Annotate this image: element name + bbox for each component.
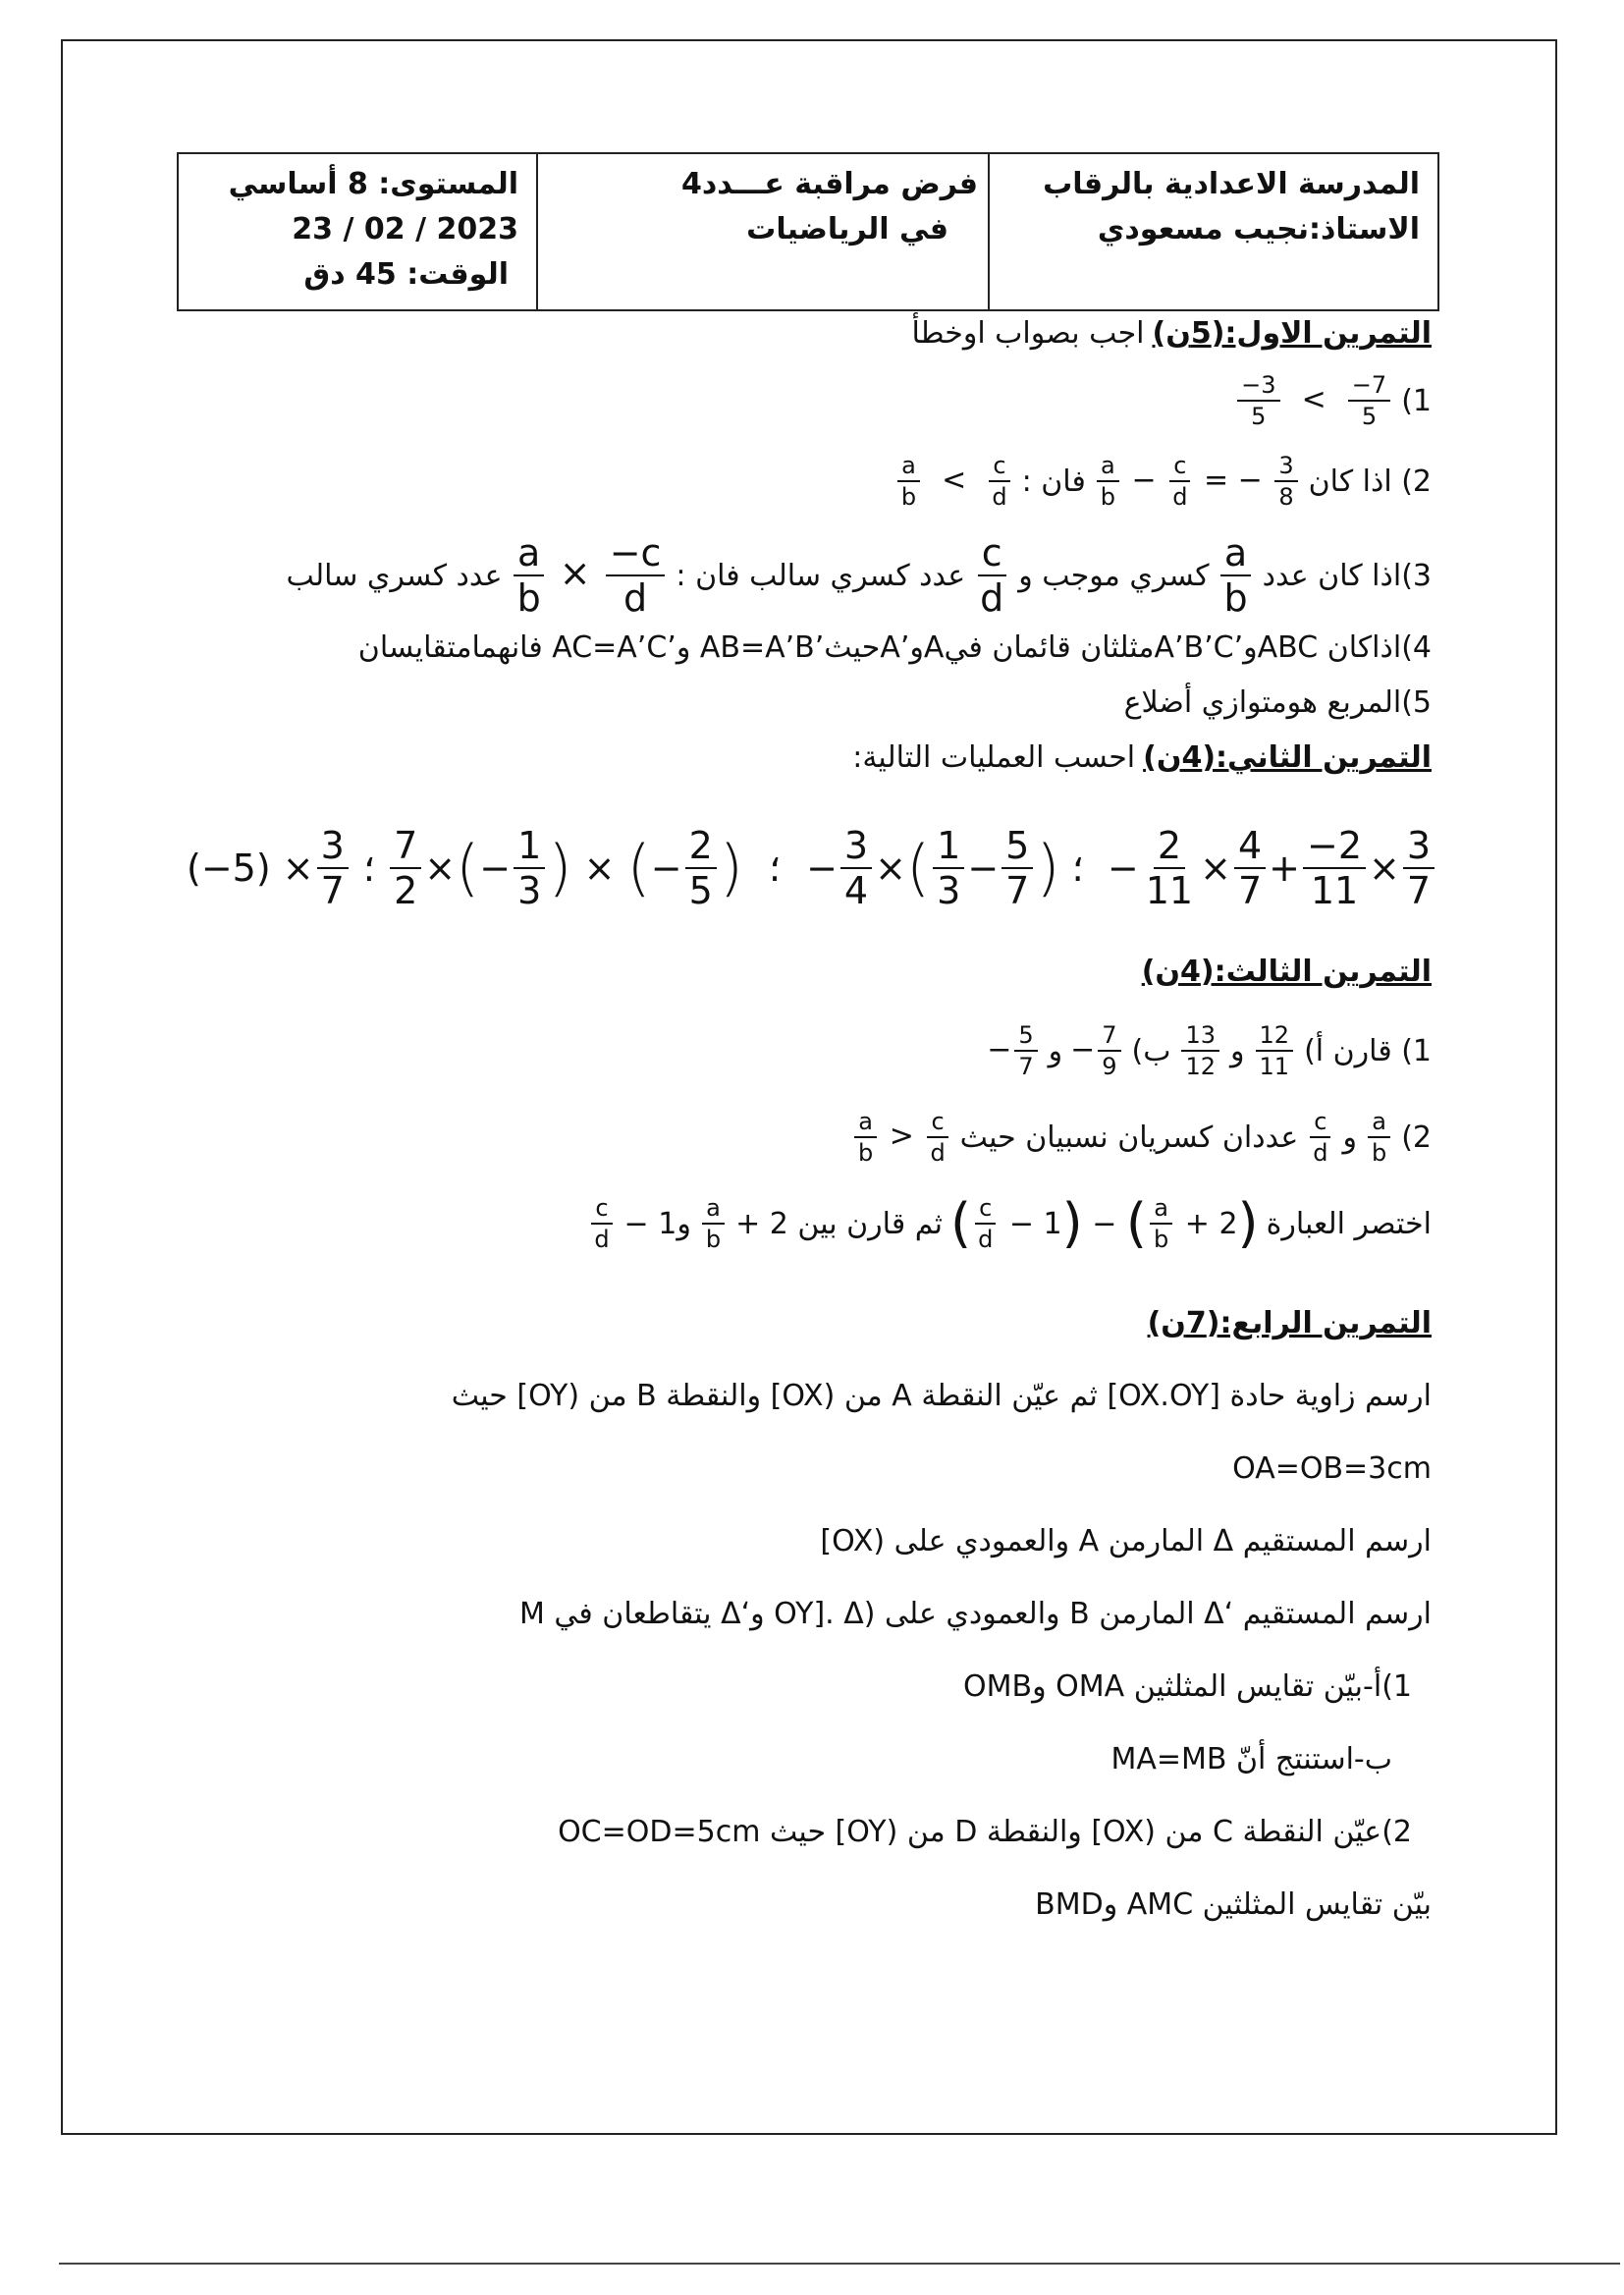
ex3-q1-b: ب) (1131, 1033, 1171, 1068)
ex2-heading (852, 740, 1432, 775)
ex1-q3-d: عدد كسري سالب (286, 558, 503, 593)
exam-duration: الوقت: 45 دق (303, 257, 509, 292)
ex4-line-4: ارسم المستقيم ‘Δ المارمن B والعمودي على (OY]. Δ و‘Δ يتقاطعان في M (518, 1597, 1432, 1631)
ex1-q4: 4)اذاكان ABCو’A’B’Cمثلثان قائمان فيAو’Aحيث’AB=A’B و’AC=A’C فانهمامتقايسان (357, 630, 1432, 665)
bottom-rule (59, 2263, 1620, 2265)
ex3-title: التمرين الثالث:(4ن) (1141, 955, 1432, 989)
exam-level: المستوى: 8 أساسي (228, 167, 518, 201)
ex1-heading (912, 316, 1432, 351)
ex1-q5: 5)المربع هومتوازي أضلاع (1123, 685, 1432, 720)
ex3-q2-b: عددان كسريان نسبيان حيث (959, 1120, 1299, 1155)
ex3-and-one: و1 − (623, 1206, 691, 1241)
ex1-q3-a: 3)اذا كان عدد (1262, 558, 1432, 593)
ex3-heading (1142, 955, 1432, 989)
ex3-q3: اختصر العبارة ( $\frac{c}{d}$ − 1 ) − ( $\frac{a}{b}$ + 2 ) ثم قارن بين 2 + $\frac{a}{b}$ و1 − $\frac{c}{d}$ (587, 1196, 1432, 1251)
ex4-line-7: 2)عيّن النقطة C من (OX] والنقطة D من (OY] حيث OC=OD=5cm (558, 1815, 1412, 1849)
ex1-q1-num: 1) (1401, 383, 1432, 418)
ex1-q3-expr: $\frac{a}{b}$ × $\frac{-c}{d}$ (511, 534, 669, 617)
info-cell (178, 153, 537, 310)
ex3-q1-a: 1) قارن أ) (1304, 1033, 1432, 1068)
ex1-q3-c: عدد كسري سالب فان : (676, 558, 966, 593)
ex3-and-1: و (1230, 1033, 1245, 1068)
ex4-line-3: ارسم المستقيم Δ المارمن A والعمودي على (OX] (820, 1524, 1432, 1558)
teacher-name: الاستاذ:نجيب مسعودي (1097, 212, 1420, 246)
ex3-expression: ( $\frac{c}{d}$ − 1 ) − ( $\frac{a}{b}$ + 2 ) (950, 1192, 1259, 1254)
ex3-q2-a: 2) (1401, 1120, 1432, 1155)
ex1-q1 (1234, 373, 1432, 428)
ex4-line-5: 1)أ-بيّن تقايس المثلثين OMA وOMB (963, 1669, 1412, 1704)
ex2-expressions (187, 824, 1432, 912)
ex4-line-2: OA=OB=3cm (1232, 1451, 1432, 1486)
ex1-title: التمرين الاول:(5ن) (1152, 316, 1432, 351)
ex1-q2-concl: $\frac{a}{b}$ < $\frac{c}{d}$ (894, 454, 1014, 509)
ex1-q2-hyp: $\frac{a}{b}$ − $\frac{c}{d}$ = − $\frac{3}{8}$ (1094, 454, 1301, 509)
ex1-q1-expr: $\frac{-3}{5}$ < $\frac{-7}{5}$ (1234, 373, 1393, 428)
school-cell (989, 153, 1438, 310)
ex1-q2 (894, 454, 1432, 509)
ex4-title: التمرين الرابع:(7ن) (1147, 1306, 1432, 1340)
ex3-q2: 2) $\frac{a}{b}$ و $\frac{c}{d}$ عددان كسريان نسبيان حيث $\frac{a}{b}$ > $\frac{c}{d}$ (851, 1110, 1432, 1165)
frac-a-over-b: $\frac{a}{b}$ (1220, 534, 1252, 617)
exam-date: 2023 / 02 / 23 (292, 212, 518, 246)
ex1-q3 (286, 531, 1432, 620)
ex1-q2-then: فان : (1021, 464, 1086, 499)
ex1-q3-b: كسري موجب و (1018, 558, 1210, 593)
ex1-instruction: اجب بصواب اوخطأ (911, 316, 1145, 351)
exam-cell (537, 153, 989, 310)
ex2-instruction: احسب العمليات التالية: (852, 740, 1136, 775)
ex4-line-8: بيّن تقايس المثلثين AMC وBMD (1035, 1887, 1432, 1922)
ex3-simplify: اختصر العبارة (1266, 1206, 1432, 1241)
ex4-line-6: ب-استنتج أنّ MA=MB (1110, 1742, 1392, 1776)
ex3-compare: ثم قارن بين 2 + (735, 1206, 944, 1241)
exam-title: فرض مراقبة عـــدد4 (680, 167, 978, 201)
exam-header (177, 152, 1439, 311)
exam-subject: في الرياضيات (746, 212, 948, 246)
ex3-and-3: و (1342, 1120, 1357, 1155)
ex4-line-1: ارسم زاوية حادة [OX.OY] ثم عيّن النقطة A من (OX] والنقطة B من (OY] حيث (451, 1379, 1432, 1413)
ex3-q1: 1) قارن أ) $\frac{12}{11}$ و $\frac{13}{12}$ ب) − $\frac{7}{9}$ و − $\frac{5}{7}$ (987, 1021, 1432, 1080)
school-name: المدرسة الاعدادية بالرقاب (1043, 167, 1420, 201)
ex1-q2-if: 2) اذا كان (1308, 464, 1432, 499)
ex4-heading (1148, 1306, 1432, 1340)
ex2-title: التمرين الثاني:(4ن) (1143, 740, 1432, 775)
ex2-expr-row: (−5) × $\frac{3}{7}$ ؛ $\frac{7}{2}$ × ( − $\frac{1}{3}$ ) × ( − $\frac{2}{5}$ ) ؛ − $\frac{3}{4}$ × ( $\frac{1}{3}$ − $\frac{5}{7}$ ) ؛ − $\frac{2}{11}$ × $\frac{4}{7}$ + $\frac{-2}{11}$ × $\frac{3}{7}$ (187, 827, 1437, 909)
frac-c-over-d: $\frac{c}{d}$ (976, 534, 1007, 617)
ex3-and-2: و (1048, 1033, 1063, 1068)
